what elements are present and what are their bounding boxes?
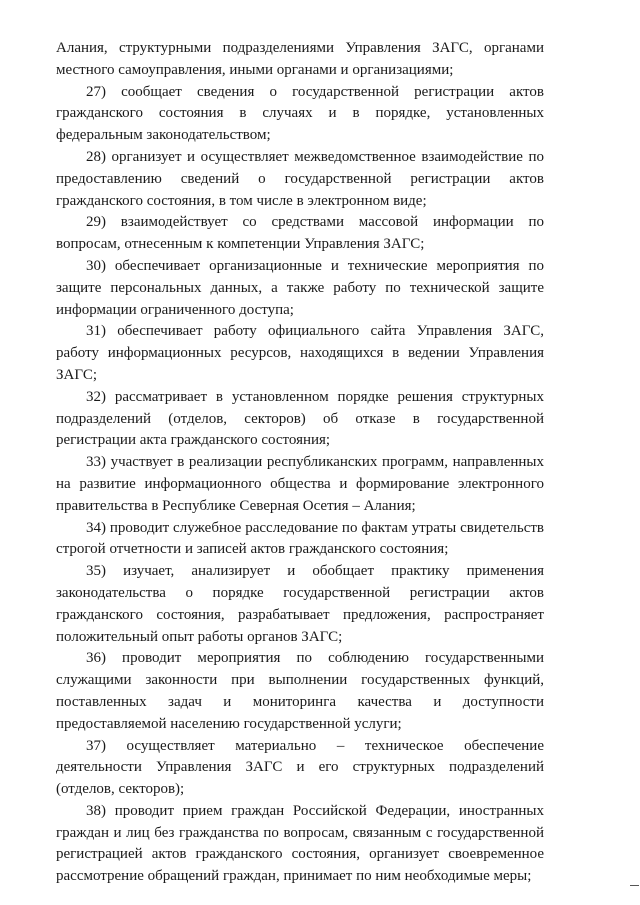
paragraph-item-30: 30) обеспечивает организационные и технические мероприятия по защите персональных данных, а также работу по технической защите информации ограниченного доступа; [56,257,544,318]
paragraph-continuation: Алания, структурными подразделениями Управления ЗАГС, органами местного самоуправления, иными органами и организациями; [56,40,544,78]
document-body [56,38,544,888]
paragraph-item-31: 31) обеспечивает работу официального сайта Управления ЗАГС, работу информационных ресурсов, находящихся в ведении Управления ЗАГС; [56,323,544,383]
paragraph-item-35: 35) изучает, анализирует и обобщает практику применения законодательства о порядке государственной регистрации актов гражданского состояния, разрабатывает предложения, распространяет положительный опыт работы органов ЗАГС; [56,563,544,645]
paragraph-item-36: 36) проводит мероприятия по соблюдению государственными служащими законности при выполнении государственных функций, поставленных задач и мониторинга качества и доступности предоставляемой населению государственной услуги; [56,650,544,732]
paragraph-item-29: 29) взаимодействует со средствами массовой информации по вопросам, отнесенным к компетенции Управления ЗАГС; [56,214,544,253]
paragraph-item-34: 34) проводит служебное расследование по фактам утраты свидетельств строгой отчетности и записей актов гражданского состояния; [56,519,544,558]
paragraph-item-28: 28) организует и осуществляет межведомственное взаимодействие по предоставлению сведений о государственной регистрации актов гражданского состояния, в том числе в электронном виде; [56,148,544,209]
paragraph-item-33: 33) участвует в реализации республиканских программ, направленных на развитие информационного общества и формирование электронного правительства в Республике Северная Осетия – Алания; [56,454,544,514]
paragraph-item-27: 27) сообщает сведения о государственной регистрации актов гражданского состояния в случаях и в порядке, установленных федеральным законодательством; [56,83,544,144]
paragraph-item-32: 32) рассматривает в установленном порядке решения структурных подразделений (отделов, секторов) об отказе в государственной регистрации акта гражданского состояния; [56,388,544,449]
paragraph-item-38: 38) проводит прием граждан Российской Федерации, иностранных граждан и лиц без гражданства по вопросам, связанным с государственной регистрацией актов гражданского состояния, организует своевременное рассмотрение обращений граждан, принимает по ним необходимые меры; [56,802,544,885]
scan-edge-mark [630,885,639,886]
paragraph-item-37: 37) осуществляет материально – техническое обеспечение деятельности Управления ЗАГС и его структурных подразделений (отделов, секторов); [56,737,544,798]
